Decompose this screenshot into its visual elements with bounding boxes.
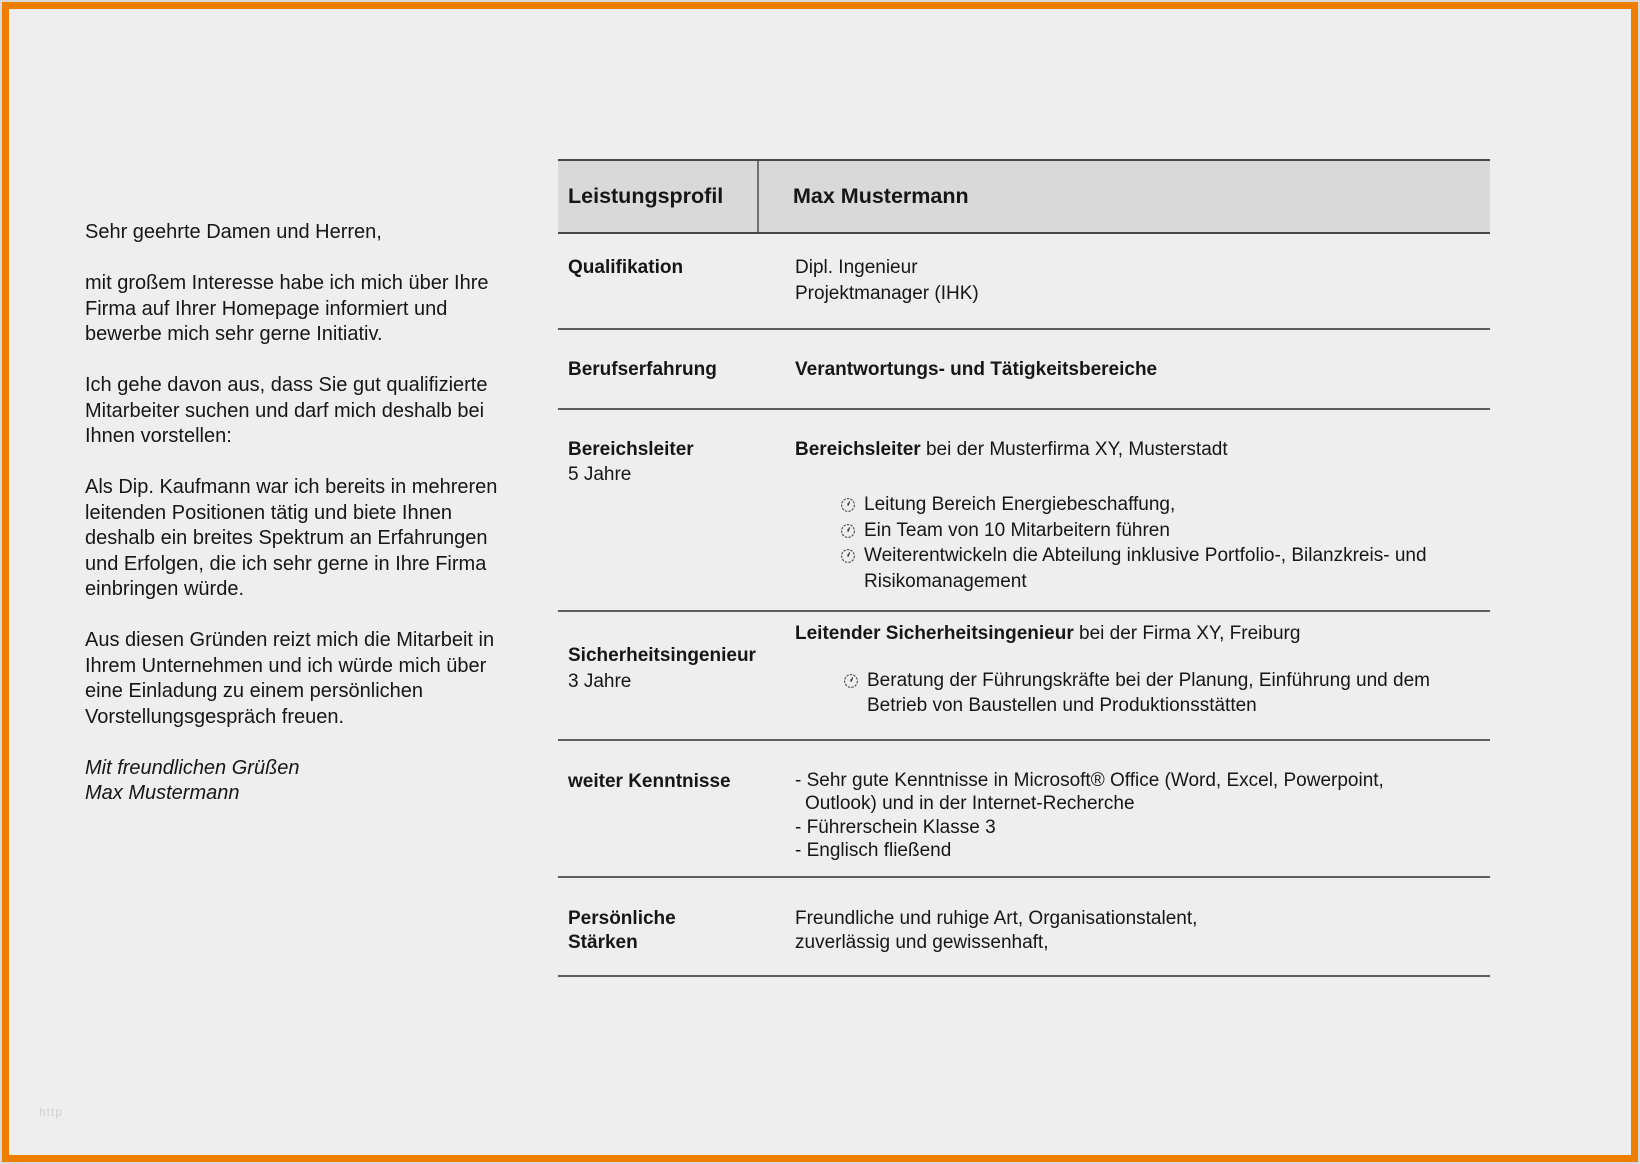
position-heading <box>795 621 1490 647</box>
table-row-staerken <box>558 878 1490 977</box>
row-label <box>558 878 795 975</box>
position-label: Bereichsleiter <box>568 438 694 460</box>
letter-line: Als Dip. Kaufmann war ich bereits in mehreren <box>85 476 498 498</box>
row-label <box>558 410 795 611</box>
profile-table <box>558 159 1490 977</box>
position-label: Sicherheitsingenieur <box>568 645 756 666</box>
letter-line: Ich gehe davon aus, dass Sie gut qualifizierte <box>85 374 488 396</box>
letter-paragraph <box>85 271 563 348</box>
value-line: Dipl. Ingenieur <box>795 257 918 278</box>
table-row-berufserfahrung <box>558 330 1490 410</box>
label-line: Stärken <box>568 932 638 953</box>
value-line: - Englisch fließend <box>795 840 952 861</box>
position-title: Bereichsleiter <box>795 438 921 460</box>
clock-bullet-icon <box>843 673 859 689</box>
cover-letter <box>85 220 563 832</box>
letter-line: Ihnen vorstellen: <box>85 425 232 447</box>
row-value <box>795 234 1490 328</box>
clock-bullet-icon <box>840 523 856 539</box>
bullet-list <box>843 668 1490 719</box>
bullet-text: Weiterentwickeln die Abteilung inklusive Portfolio-, Bilanzkreis- und Risikomanagement <box>864 545 1427 592</box>
bullet-text: Leitung Bereich Energiebeschaffung, <box>864 494 1176 515</box>
position-company: bei der Musterfirma XY, Musterstadt <box>925 438 1228 460</box>
value-line: - Führerschein Klasse 3 <box>795 816 996 838</box>
position-company: bei der Firma XY, Freiburg <box>1079 623 1301 644</box>
letter-line: Sehr geehrte Damen und Herren, <box>85 221 382 243</box>
letter-line: deshalb ein breites Spektrum an Erfahrungen <box>85 527 488 549</box>
header-title: Leistungsprofil <box>558 161 759 232</box>
letter-line: Vorstellungsgespräch freuen. <box>85 705 345 728</box>
table-row-qualifikation <box>558 234 1490 330</box>
clock-bullet-icon <box>840 548 856 564</box>
row-value <box>795 878 1490 975</box>
label-line: Persönliche <box>568 907 676 929</box>
bullet-text: Ein Team von 10 Mitarbeitern führen <box>864 519 1170 541</box>
table-row-sicherheitsingenieur <box>558 612 1490 741</box>
header-name: Max Mustermann <box>793 183 969 208</box>
value-line: Outlook) und in der Internet-Recherche <box>805 793 1135 814</box>
letter-closing <box>85 756 563 807</box>
letter-line: Mitarbeiter suchen und darf mich deshalb bei <box>85 399 485 422</box>
letter-line: und Erfolgen, die ich sehr gerne in Ihre Firma <box>85 552 487 575</box>
value-line: Freundliche und ruhige Art, Organisationstalent, <box>795 907 1198 929</box>
profile-table-header <box>558 159 1490 234</box>
page-content <box>9 9 1631 1155</box>
row-value <box>795 612 1490 739</box>
letter-line: Max Mustermann <box>85 782 240 804</box>
position-duration: 5 Jahre <box>568 464 632 485</box>
bullet-list <box>840 492 1490 594</box>
letter-paragraph <box>85 373 563 450</box>
position-title: Leitender Sicherheitsingenieur <box>795 623 1074 644</box>
letter-line: Mit freundlichen Grüßen <box>85 756 300 779</box>
value-line: - Sehr gute Kenntnisse in Microsoft® Office (Word, Excel, Powerpoint, <box>795 769 1384 791</box>
table-row-kenntnisse <box>558 741 1490 878</box>
letter-line: leitenden Positionen tätig und biete Ihnen <box>85 501 452 524</box>
row-label: Berufserfahrung <box>568 359 717 380</box>
list-item <box>840 518 1490 544</box>
table-row-bereichsleiter <box>558 410 1490 613</box>
row-value: Verantwortungs- und Tätigkeitsbereiche <box>795 359 1158 380</box>
list-item <box>843 668 1490 719</box>
list-item <box>840 492 1490 518</box>
letter-line: einbringen würde. <box>85 578 244 600</box>
letter-paragraph <box>85 475 563 603</box>
position-duration: 3 Jahre <box>568 670 632 692</box>
value-line: Projektmanager (IHK) <box>795 282 979 304</box>
value-line: zuverlässig und gewissenhaft, <box>795 932 1049 953</box>
row-value <box>795 741 1490 876</box>
row-label: weiter Kenntnisse <box>568 770 731 792</box>
letter-paragraph <box>85 628 563 730</box>
letter-line: mit großem Interesse habe ich mich über Ihre <box>85 272 489 294</box>
letter-line: bewerbe mich sehr gerne Initiativ. <box>85 323 383 345</box>
position-heading <box>795 437 1490 463</box>
row-label <box>558 612 795 739</box>
watermark-text: http <box>39 1105 64 1119</box>
letter-line: eine Einladung zu einem persönlichen <box>85 680 424 702</box>
letter-line: Aus diesen Gründen reizt mich die Mitarbeit in <box>85 629 495 651</box>
row-value <box>795 410 1490 611</box>
letter-line: Ihrem Unternehmen und ich würde mich über <box>85 654 487 677</box>
letter-line: Firma auf Ihrer Homepage informiert und <box>85 297 448 320</box>
bullet-text: Beratung der Führungskräfte bei der Planung, Einführung und dem Betrieb von Baustellen und Produktionsstätten <box>867 669 1430 716</box>
clock-bullet-icon <box>840 497 856 513</box>
list-item <box>840 543 1490 594</box>
letter-salutation <box>85 220 563 246</box>
row-label: Qualifikation <box>568 257 684 278</box>
